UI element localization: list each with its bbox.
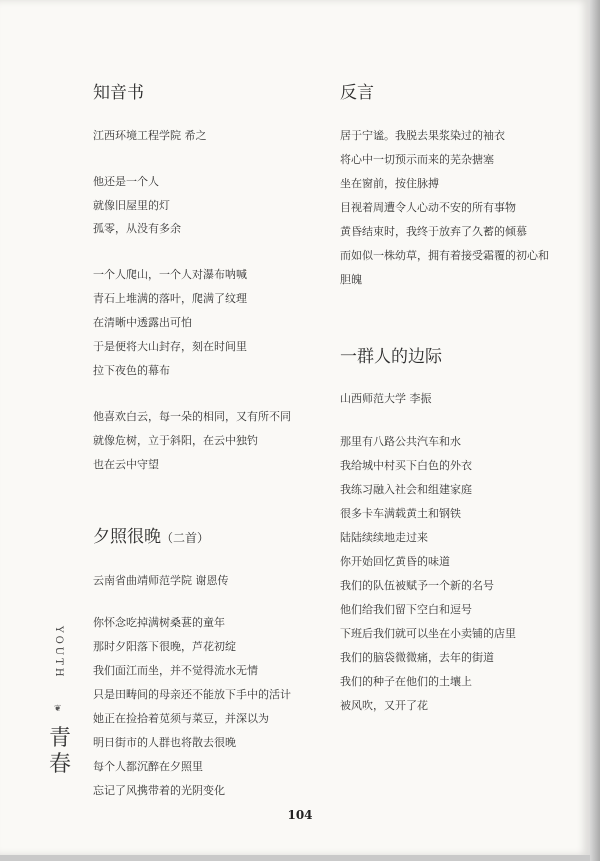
poem-line: 那里有八路公共汽车和水: [340, 435, 461, 448]
poem-title-main: 夕照很晚: [93, 527, 161, 547]
youth-chinese-label: [47, 726, 73, 778]
poem-line: 居于宁谧。我脱去果浆染过的袖衣: [340, 129, 505, 142]
poem-line: 很多卡车满载黄土和钢铁: [340, 507, 461, 520]
poem-title-xizhaohenwan: [93, 522, 209, 547]
poem-author-xizhaohenwan: 云南省曲靖师范学院 谢恩传: [93, 574, 229, 587]
poem-line: 孤零，从没有多余: [93, 222, 181, 235]
poem-line: 我们的队伍被赋予一个新的名号: [340, 579, 494, 592]
youth-chinese-char-1: 青: [48, 726, 71, 751]
poem-line: 他喜欢白云，每一朵的相同，又有所不同: [93, 410, 291, 423]
poem-line: 一个人爬山，一个人对瀑布呐喊: [93, 268, 247, 281]
poem-line: 你怀念吃掉满树桑葚的童年: [93, 616, 225, 629]
poem-title-yiqunren: 一群人的边际: [340, 347, 442, 367]
poem-line: 在清晰中透露出可怕: [93, 316, 192, 329]
poem-line: 就像旧屋里的灯: [93, 199, 170, 212]
youth-chinese-char-2: 春: [48, 752, 71, 777]
poem-line: 她正在捡拾着苋须与菜豆，并深以为: [93, 712, 269, 725]
poem-line: 也在云中守望: [93, 458, 159, 471]
poem-line: 我们的脑袋微微痛，去年的街道: [340, 651, 494, 664]
poem-line: 忘记了风携带着的光阴变化: [93, 784, 225, 797]
poem-line: 而如似一株幼草，拥有着接受霜覆的初心和: [340, 249, 549, 262]
poem-line: 青石上堆满的落叶，爬满了纹理: [93, 292, 247, 305]
poem-line: 胆魄: [340, 273, 362, 286]
book-spine-edge: [590, 0, 600, 861]
poem-line: 他们给我们留下空白和逗号: [340, 603, 472, 616]
poem-line: 我练习融入社会和组建家庭: [340, 483, 472, 496]
poem-line: 明日街市的人群也将散去很晚: [93, 736, 236, 749]
poem-line: 你开始回忆黄昏的味道: [340, 555, 450, 568]
poem-line: 被风吹，又开了花: [340, 699, 428, 712]
poem-title-fanyan: 反言: [340, 83, 374, 103]
poem-line: 拉下夜色的幕布: [93, 364, 170, 377]
poem-author-zhiyinshu: 江西环境工程学院 希之: [93, 129, 207, 142]
poem-line: 那时夕阳落下很晚，芦花初绽: [93, 640, 236, 653]
poem-line: 每个人都沉醉在夕照里: [93, 760, 203, 773]
leaf-icon: ❦: [54, 704, 62, 714]
poem-line: 目视着周遭令人心动不安的所有事物: [340, 201, 516, 214]
poem-title-subtitle: （二首）: [161, 531, 210, 545]
poem-line: 他还是一个人: [93, 175, 159, 188]
poem-title-zhiyinshu: 知音书: [93, 83, 144, 103]
poem-line: 我们的种子在他们的土壤上: [340, 675, 472, 688]
poem-line: 坐在窗前，按住脉搏: [340, 177, 439, 190]
poem-line: 我给城中村买下白色的外衣: [340, 459, 472, 472]
poem-line: 陆陆续续地走过来: [340, 531, 428, 544]
poem-line: 下班后我们就可以坐在小卖铺的店里: [340, 627, 516, 640]
poem-line: 黄昏结束时，我终于放弃了久蓄的倾慕: [340, 225, 527, 238]
page-number: 104: [287, 808, 313, 822]
poem-line: 于是便将大山封存，刻在时间里: [93, 340, 247, 353]
youth-label: YOUTH: [53, 626, 64, 680]
poem-line: 就像危树，立于斜阳，在云中独钓: [93, 434, 258, 447]
poem-author-yiqunren: 山西师范大学 李振: [340, 392, 432, 405]
poem-line: 我们面江而坐，并不觉得流水无情: [93, 664, 258, 677]
poem-line: 将心中一切预示而来的芜杂搪塞: [340, 153, 494, 166]
poem-line: 只是田畴间的母亲还不能放下手中的活计: [93, 688, 291, 701]
